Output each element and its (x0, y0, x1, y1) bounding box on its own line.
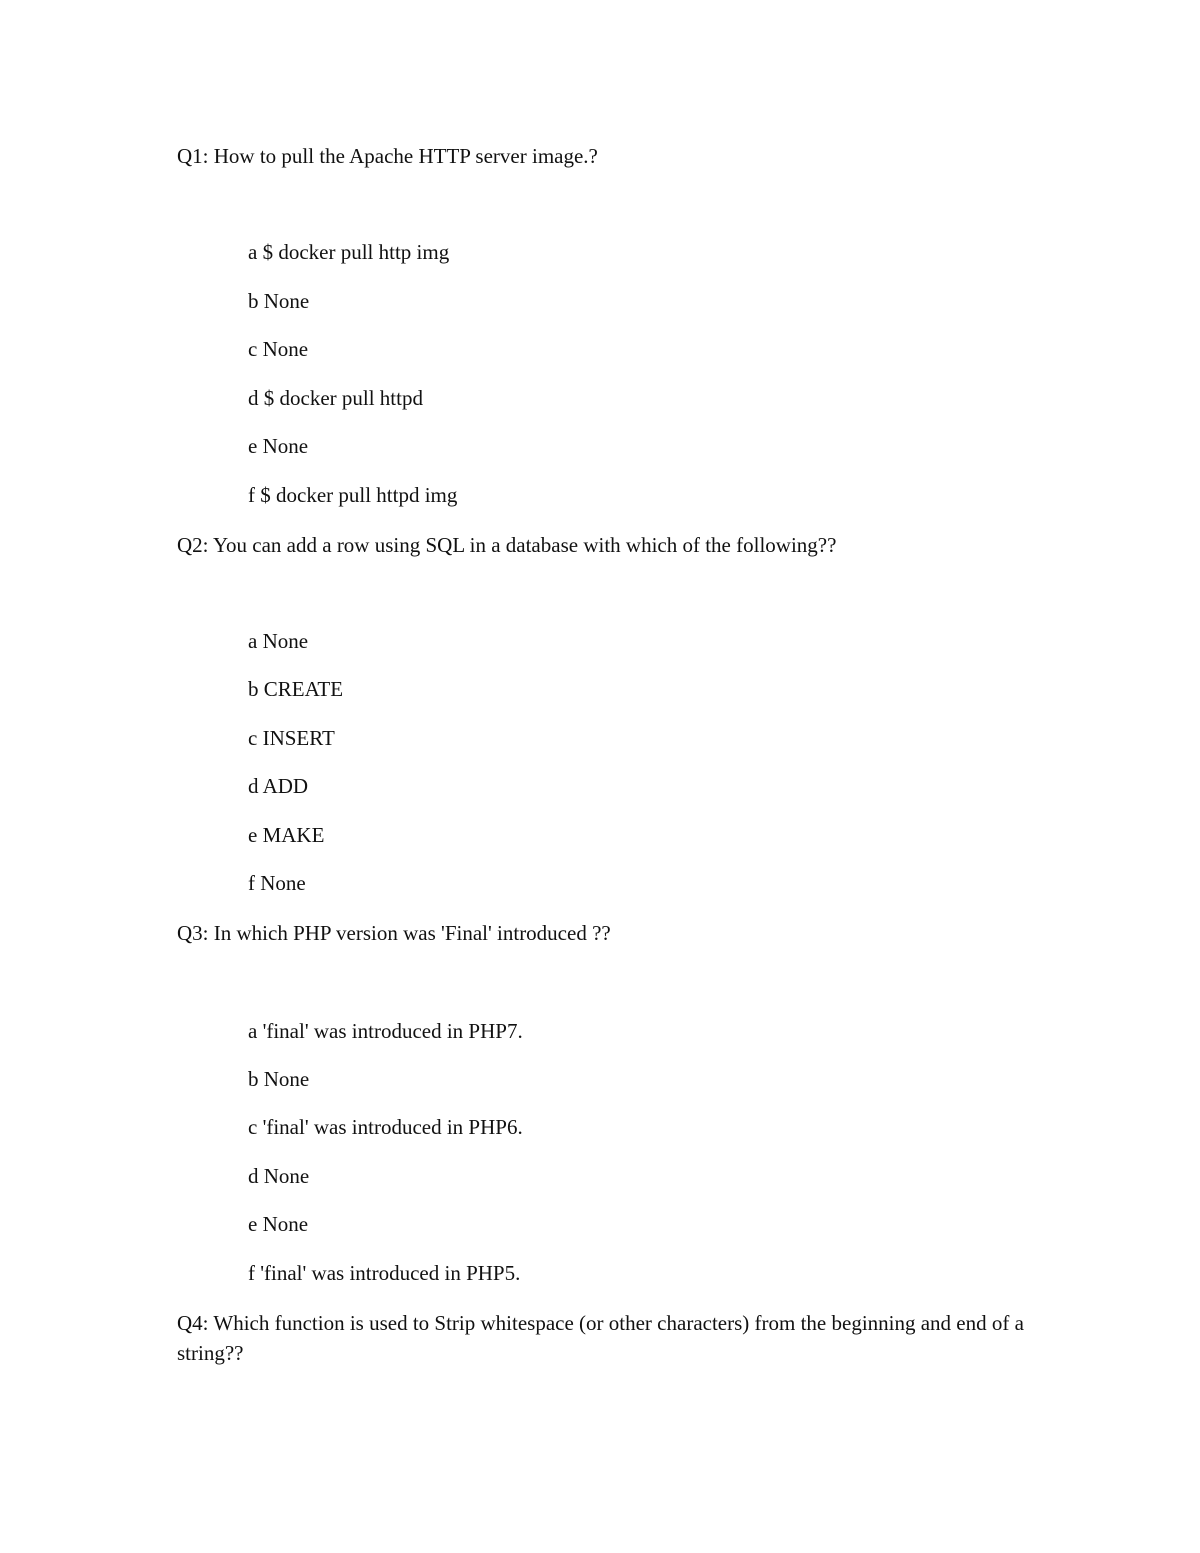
question-3-option-a: a 'final' was introduced in PHP7. (248, 1019, 523, 1043)
question-3-option-b: b None (248, 1067, 310, 1091)
question-3-option-c: c 'final' was introduced in PHP6. (248, 1115, 523, 1139)
question-1-option-a: a $ docker pull http img (248, 240, 450, 264)
question-4: Q4: Which function is used to Strip whitespace (or other characters) from the beginning and end of a string?? (177, 1311, 1024, 1365)
question-2-option-b: b CREATE (248, 677, 344, 701)
question-1-option-f: f $ docker pull httpd img (248, 483, 458, 507)
question-3-option-e: e None (248, 1212, 309, 1236)
question-2-option-d: d ADD (248, 774, 309, 798)
question-1: Q1: How to pull the Apache HTTP server image.? (177, 144, 598, 168)
question-3-option-f: f 'final' was introduced in PHP5. (248, 1261, 521, 1285)
question-1-option-c: c None (248, 337, 309, 361)
question-3: Q3: In which PHP version was 'Final' introduced ?? (177, 921, 611, 945)
question-2-option-a: a None (248, 629, 309, 653)
question-1-option-e: e None (248, 434, 309, 458)
question-2-option-c: c INSERT (248, 726, 335, 750)
question-3-option-d: d None (248, 1164, 310, 1188)
question-1-option-b: b None (248, 289, 310, 313)
question-2-option-f: f None (248, 871, 306, 895)
question-2-option-e: e MAKE (248, 823, 325, 847)
question-2: Q2: You can add a row using SQL in a database with which of the following?? (177, 533, 837, 557)
question-1-option-d: d $ docker pull httpd (248, 386, 423, 410)
